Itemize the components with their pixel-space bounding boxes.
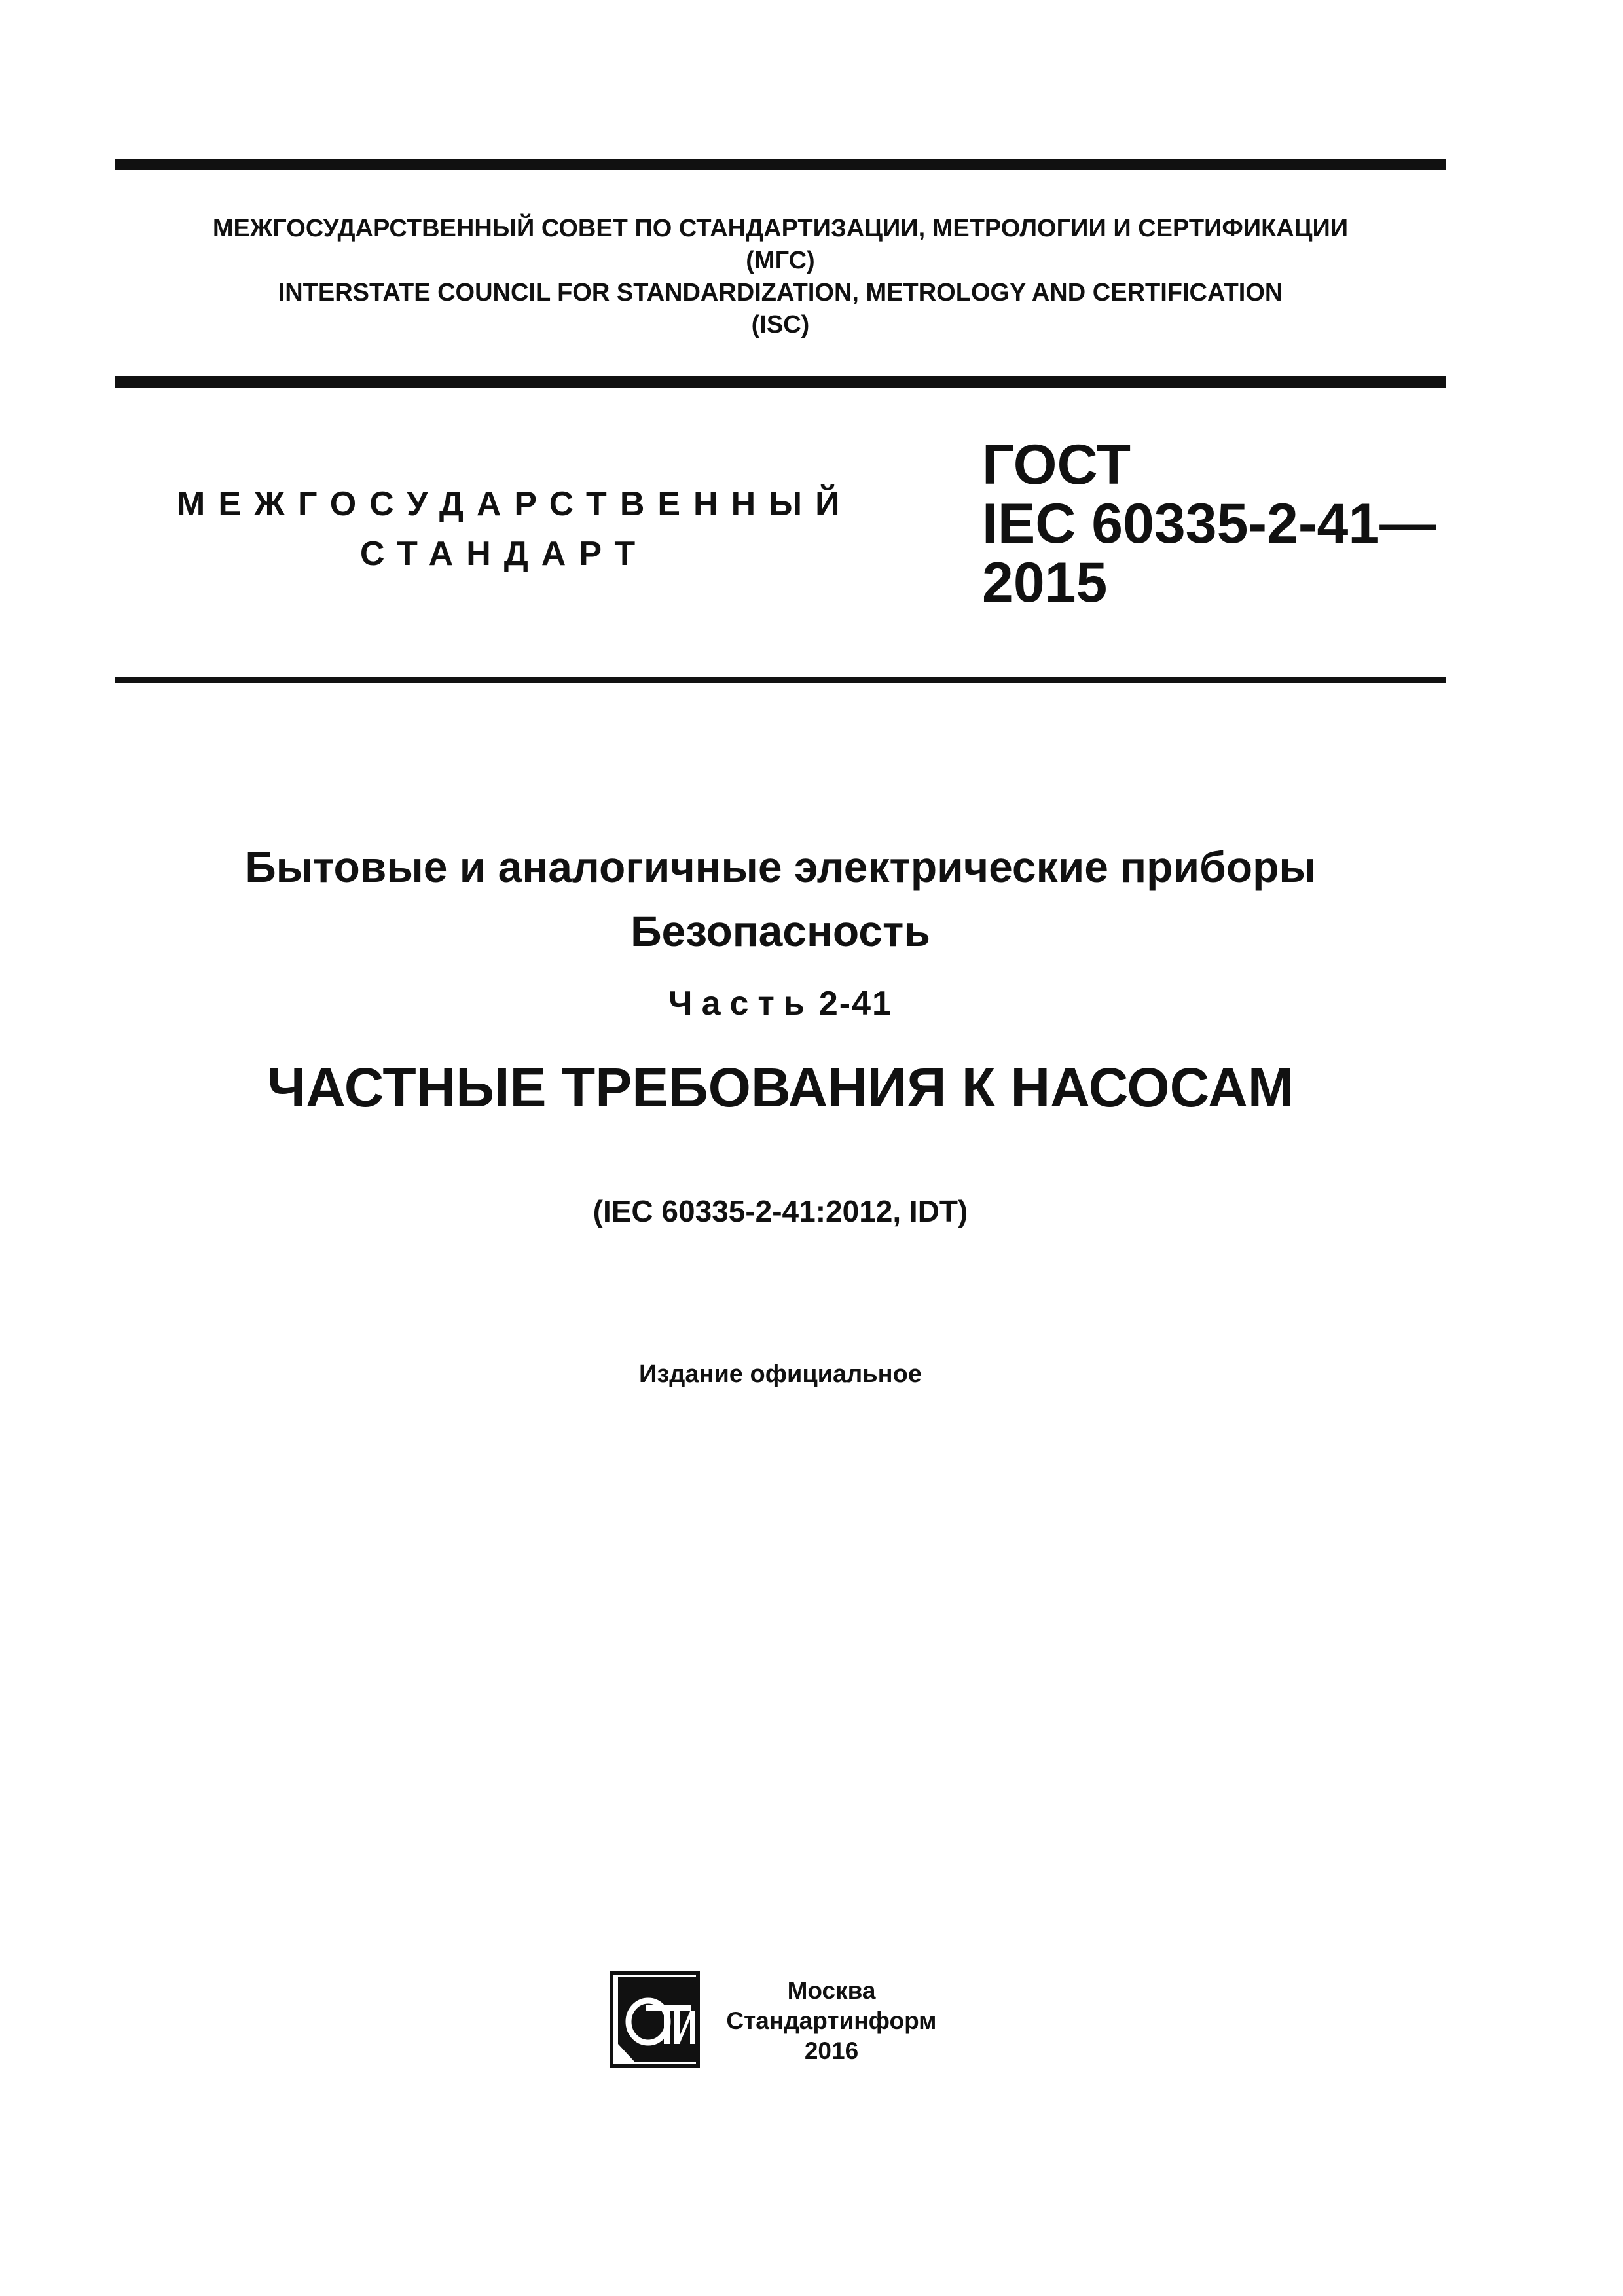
gost-designation bbox=[982, 435, 1436, 612]
gost-line-2: IEC 60335-2-41— bbox=[982, 492, 1436, 555]
council-name-en: INTERSTATE COUNCIL FOR STANDARDIZATION, METROLOGY AND CERTIFICATION bbox=[278, 279, 1283, 306]
part-line bbox=[115, 984, 1446, 1023]
edition-label: Издание официальное bbox=[639, 1360, 922, 1388]
standard-kind bbox=[177, 479, 853, 579]
publisher-city: Москва bbox=[787, 1977, 876, 2004]
document-title bbox=[115, 835, 1446, 1120]
designation-bottom-rule bbox=[115, 677, 1446, 683]
council-name-ru: МЕЖГОСУДАРСТВЕННЫЙ СОВЕТ ПО СТАНДАРТИЗАЦИИ, МЕТРОЛОГИИ И СЕРТИФИКАЦИИ bbox=[212, 215, 1349, 242]
publisher-block bbox=[707, 1976, 956, 2066]
council-abbr-ru: (МГС) bbox=[746, 247, 815, 274]
part-word: Часть bbox=[668, 985, 814, 1023]
council-abbr-en: (ISC) bbox=[751, 311, 810, 338]
publisher-name: Стандартинформ bbox=[726, 2007, 937, 2034]
council-header bbox=[115, 213, 1446, 341]
publisher-year: 2016 bbox=[804, 2037, 859, 2064]
standard-kind-line-1: МЕЖГОСУДАРСТВЕННЫЙ bbox=[177, 485, 853, 523]
iec-reference: (IEC 60335-2-41:2012, IDT) bbox=[593, 1194, 968, 1228]
gost-line-3: 2015 bbox=[982, 551, 1108, 614]
standartinform-logo-icon bbox=[609, 1971, 701, 2069]
standard-kind-line-2: СТАНДАРТ bbox=[359, 535, 649, 573]
part-number: 2-41 bbox=[818, 985, 892, 1023]
gost-line-1: ГОСТ bbox=[982, 433, 1131, 496]
title-line-1: Бытовые и аналогичные электрические приборы bbox=[245, 843, 1316, 891]
requirements-title: ЧАСТНЫЕ ТРЕБОВАНИЯ К НАСОСАМ bbox=[267, 1057, 1294, 1118]
header-bottom-rule bbox=[115, 376, 1446, 388]
top-rule bbox=[115, 159, 1446, 170]
title-line-2: Безопасность bbox=[630, 907, 930, 955]
